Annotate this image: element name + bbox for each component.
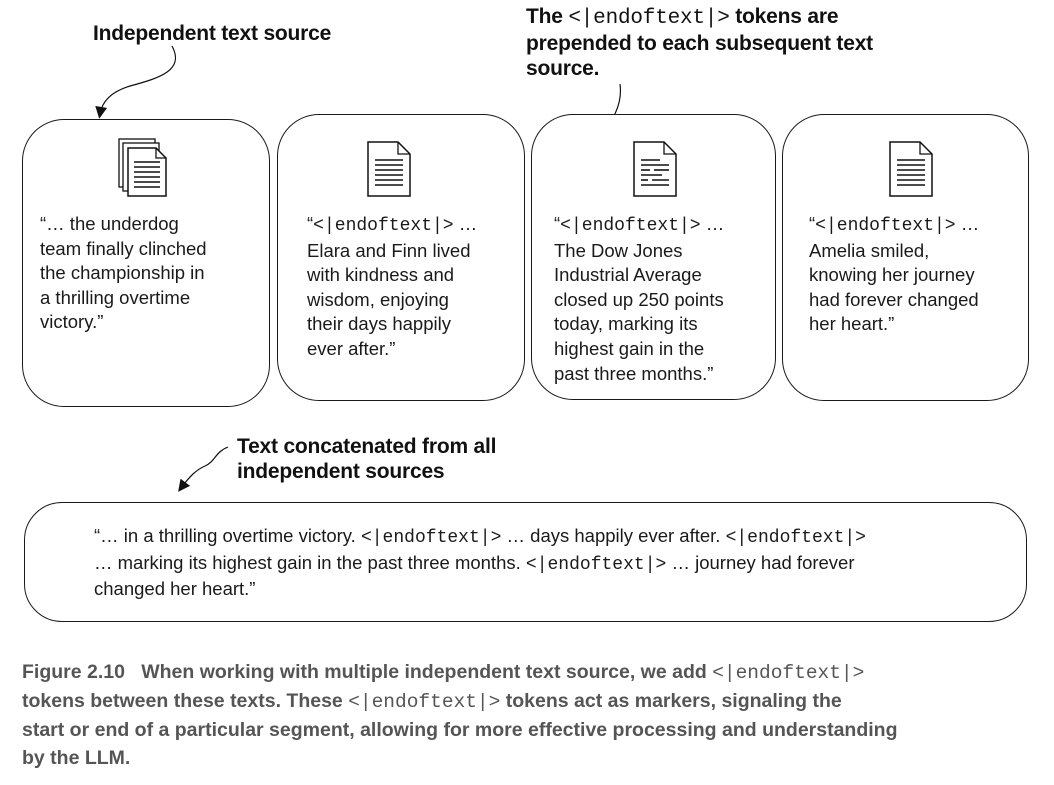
endoftext-token: <|endoftext|> <box>568 7 730 30</box>
figure-caption: Figure 2.10 When working with multiple independent text source, we add <|endoftext|> tokens between these texts. These <|endoftext|> tokens act as markers, signaling the start or end of a particular segment, allowing for more effective processing and understanding by the LLM. <box>22 661 898 769</box>
endoftext-token: <|endoftext|> <box>815 216 956 236</box>
document-stack-icon <box>118 138 170 200</box>
card-4-text: “<|endoftext|> … Amelia smiled, knowing her journey had forever changed her heart.” <box>809 213 980 335</box>
endoftext-token: <|endoftext|> <box>525 554 667 575</box>
endoftext-token: <|endoftext|> <box>360 528 502 548</box>
arrow-independent <box>100 46 176 114</box>
card-3-text: “<|endoftext|> … The Dow Jones Industrial Average closed up 250 points today, marking its highest gain in the past three months.” <box>554 213 725 384</box>
endoftext-token: <|endoftext|> <box>348 691 501 713</box>
annotation-prepended-tokens: The <|endoftext|> tokens are prepended to each subsequent text source. <box>526 5 873 80</box>
document-icon <box>888 140 934 198</box>
endoftext-token: <|endoftext|> <box>712 662 865 684</box>
document-chart-icon <box>632 140 678 198</box>
endoftext-token: <|endoftext|> <box>313 216 454 236</box>
annotation-concatenated: Text concatenated from all independent sources <box>237 435 497 483</box>
concatenated-text: “… in a thrilling overtime victory. <|endoftext|> … days happily ever after. <|endoftext|> … marking its highest gain in the past three months. <|endoftext|> … journey had forever changed her heart.” <box>94 525 866 600</box>
document-icon <box>366 140 412 198</box>
annotation-independent-source: Independent text source <box>93 22 332 45</box>
arrow-concat <box>181 447 228 488</box>
endoftext-token: <|endoftext|> <box>725 528 866 548</box>
figure-label: Figure 2.10 <box>22 661 125 683</box>
card-1-text: “… the underdog team finally clinched the championship in a thrilling overtime victory.” <box>40 213 207 333</box>
endoftext-token: <|endoftext|> <box>560 216 701 236</box>
card-2-text: “<|endoftext|> … Elara and Finn lived with kindness and wisdom, enjoying their days happily ever after.” <box>307 213 478 359</box>
